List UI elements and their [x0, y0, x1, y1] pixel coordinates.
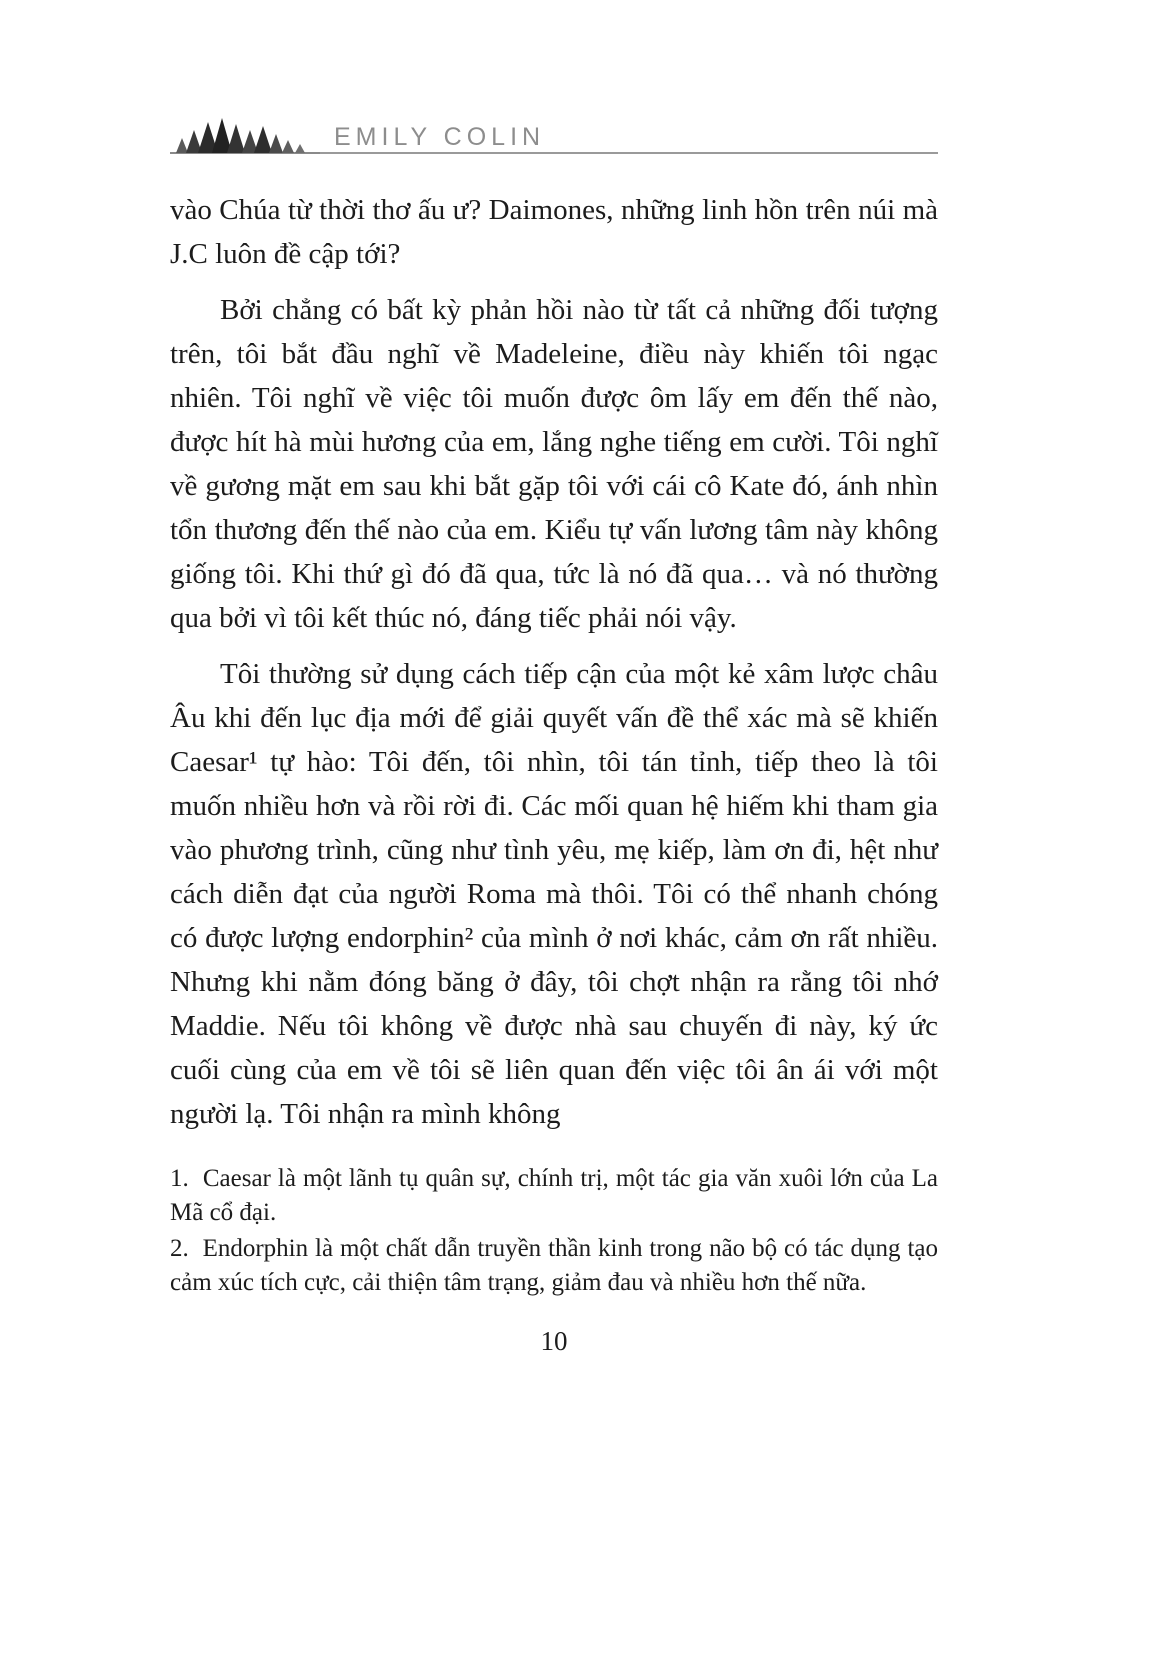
author-name: EMILY COLIN	[334, 123, 546, 151]
footnote: 2. Endorphin là một chất dẫn truyền thần kinh trong não bộ có tác dụng tạo cảm xúc tích cực, cải thiện tâm trạng, giảm đau và nhiều hơn thế nữa.	[170, 1235, 938, 1296]
body-paragraph: Bởi chẳng có bất kỳ phản hồi nào từ tất cả những đối tượng trên, tôi bắt đầu nghĩ về Madeleine, điều này khiến tôi ngạc nhiên. Tôi nghĩ về việc tôi muốn được ôm lấy em đến thế nào, được hít hà mùi hương của em, lắng nghe tiếng em cười. Tôi nghĩ về gương mặt em sau khi bắt gặp tôi với cái cô Kate đó, ánh nhìn tổn thương đến thế nào của em. Kiểu tự vấn lương tâm này không giống tôi. Khi thứ gì đó đã qua, tức là nó đã qua… và nó thường qua bởi vì tôi kết thúc nó, đáng tiếc phải nói vậy.	[170, 294, 938, 634]
body-paragraph: Tôi thường sử dụng cách tiếp cận của một kẻ xâm lược châu Âu khi đến lục địa mới để giải quyết vấn đề thể xác mà sẽ khiến Caesar¹ tự hào: Tôi đến, tôi nhìn, tôi tán tỉnh, tiếp theo là tôi muốn nhiều hơn và rồi rời đi. Các mối quan hệ hiếm khi tham gia vào phương trình, cũng như tình yêu, mẹ kiếp, làm ơn đi, hệt như cách diễn đạt của người Roma mà thôi. Tôi có thể nhanh chóng có được lượng endorphin² của mình ở nơi khác, cảm ơn rất nhiều. Nhưng khi nằm đóng băng ở đây, tôi chợt nhận ra rằng tôi nhớ Maddie. Nếu tôi không về được nhà sau chuyến đi này, ký ức cuối cùng của em về tôi sẽ liên quan đến việc tôi ân ái với một người lạ. Tôi nhận ra mình không	[170, 658, 938, 1130]
page-header	[170, 116, 938, 156]
body-paragraph: vào Chúa từ thời thơ ấu ư? Daimones, những linh hồn trên núi mà J.C luôn đề cập tới?	[170, 194, 938, 270]
footnote: 1. Caesar là một lãnh tụ quân sự, chính trị, một tác gia văn xuôi lớn của La Mã cổ đại.	[170, 1165, 938, 1226]
footnotes-section	[170, 1162, 938, 1300]
body-text	[170, 188, 938, 1136]
forest-icon	[170, 116, 320, 156]
page-number: 10	[540, 1326, 568, 1356]
header-inner	[170, 116, 545, 156]
